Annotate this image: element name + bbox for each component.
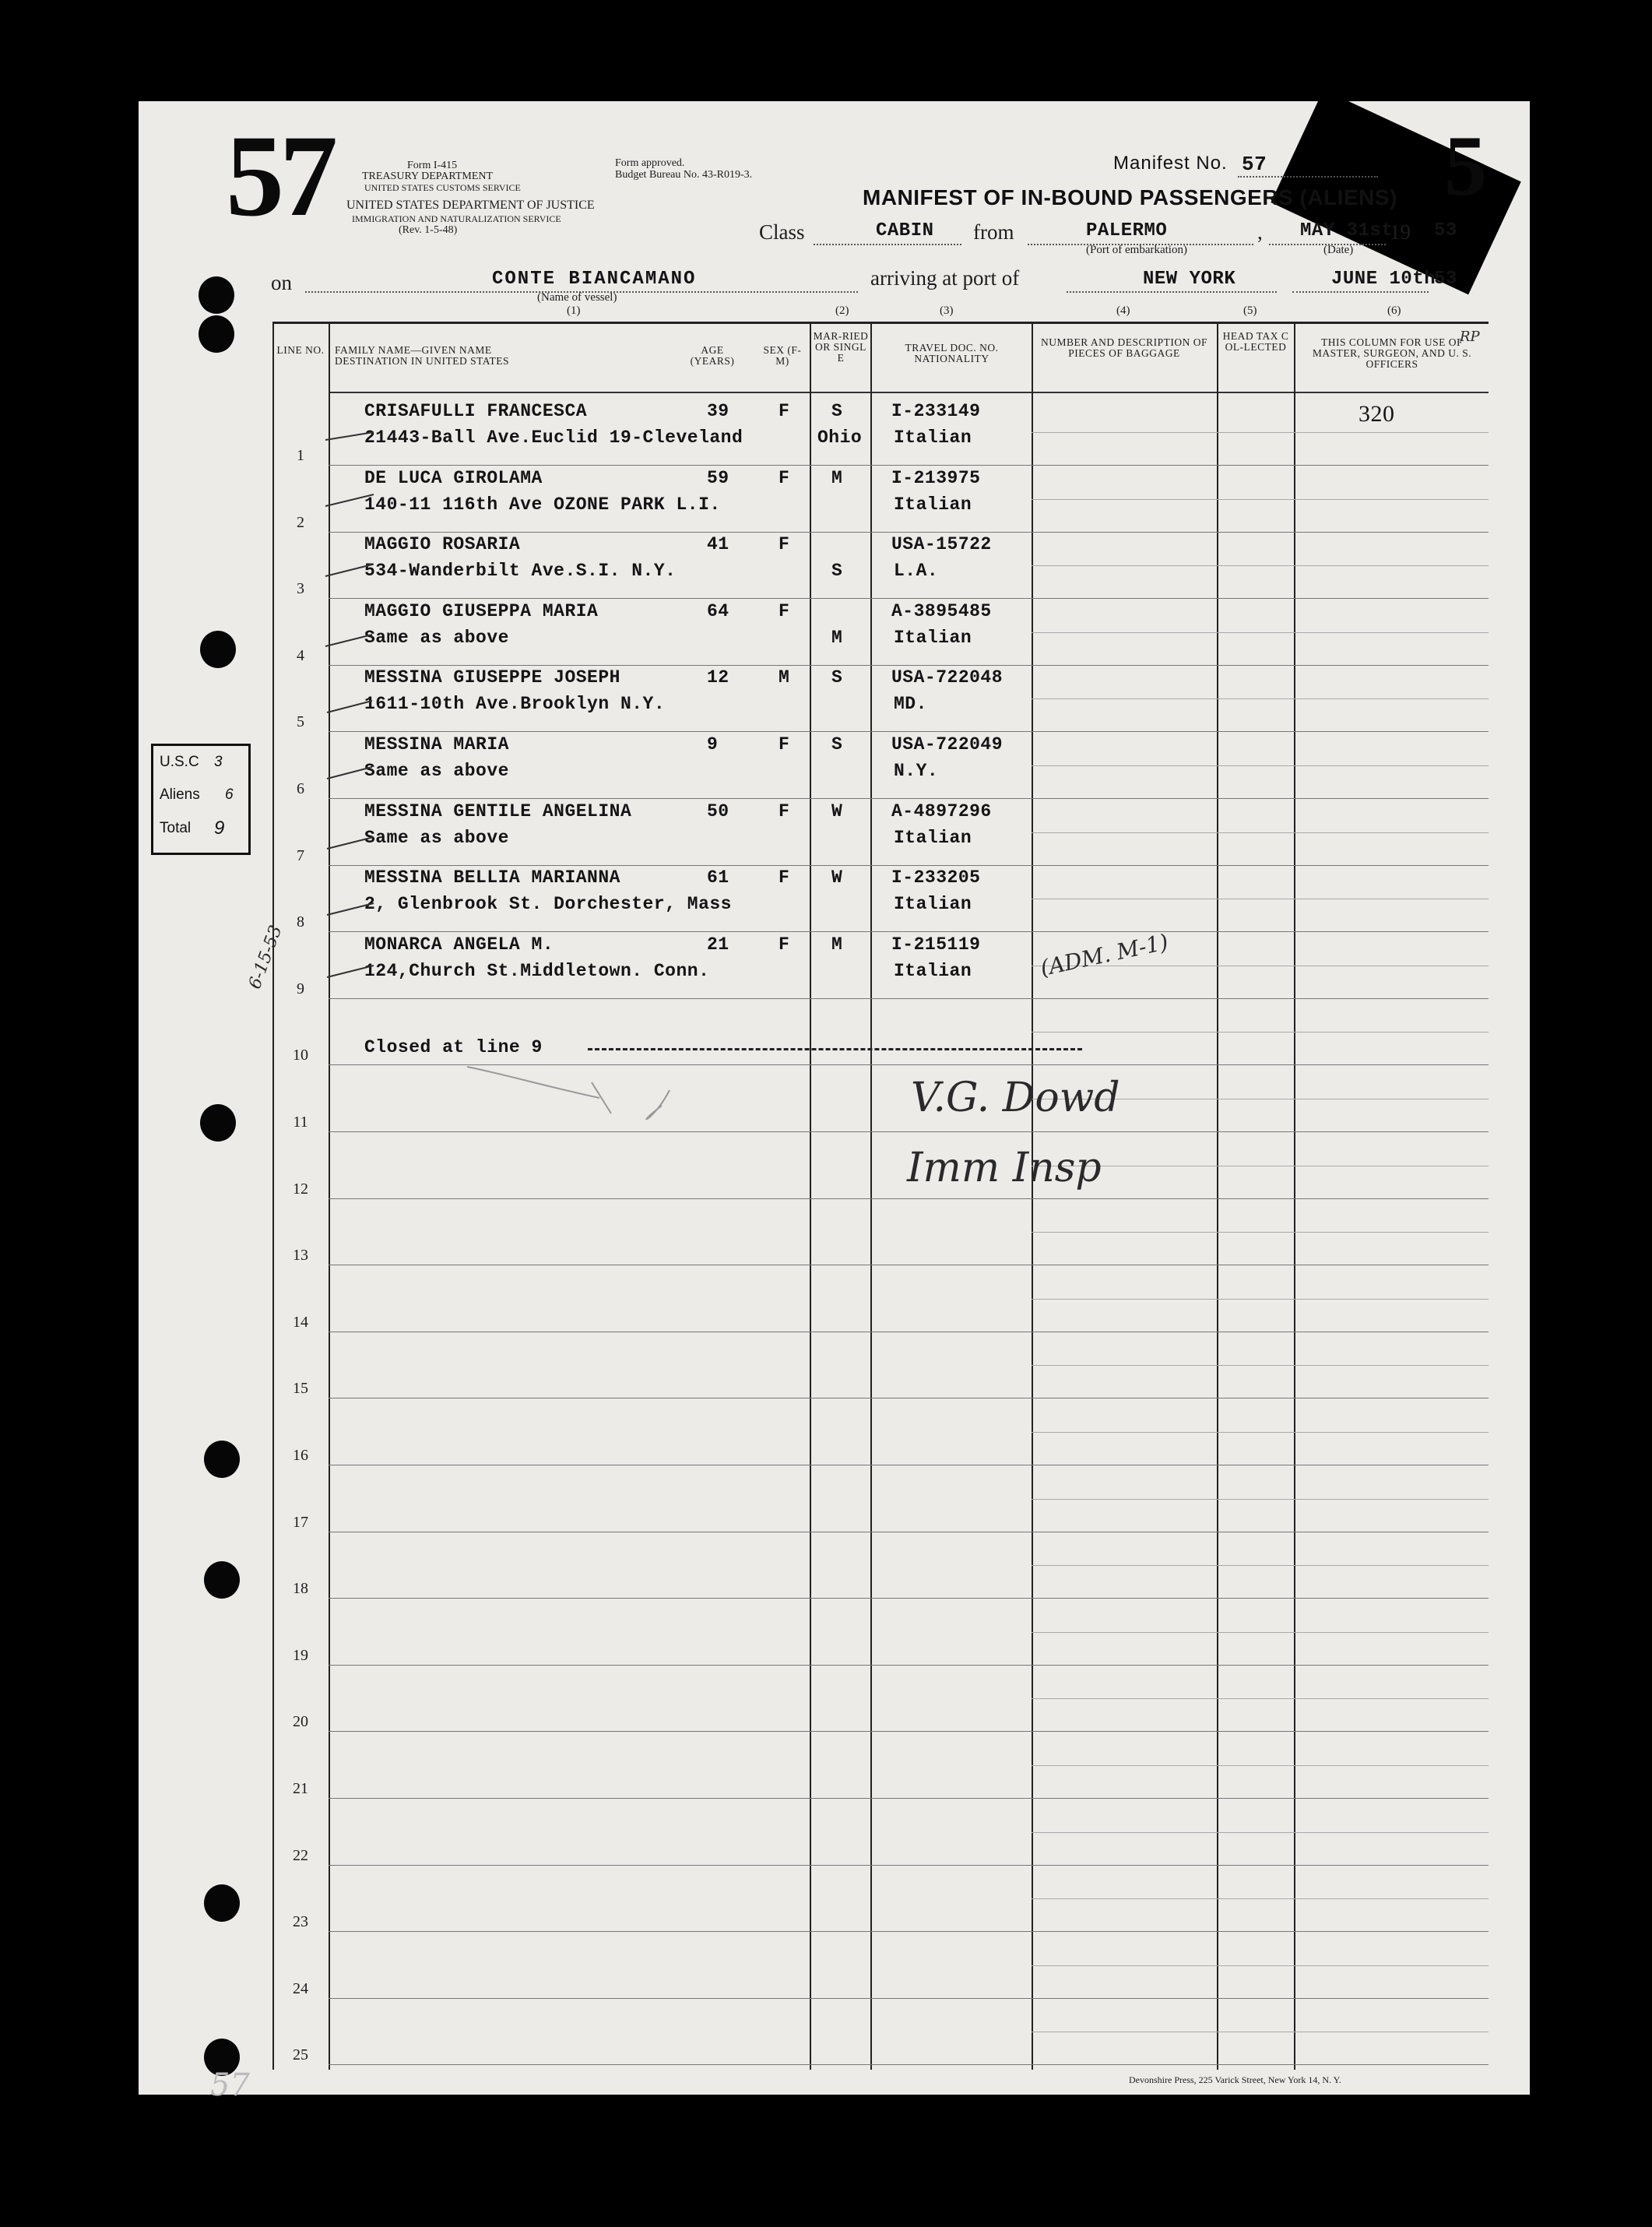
col-header-sex: SEX (F-M) <box>763 344 802 367</box>
arrival-date: JUNE 10th <box>1331 269 1436 290</box>
margin-date-note: 6-15-53 <box>245 923 286 992</box>
passenger-travel-doc: A-3895485 <box>891 601 992 621</box>
passenger-nationality: Italian <box>894 427 972 448</box>
passenger-sex: M <box>779 667 790 688</box>
line-number: 2 <box>297 514 304 531</box>
row-rule <box>329 2064 1489 2065</box>
passenger-state: Ohio <box>817 427 863 448</box>
stamp-aliens-value: 6 <box>225 786 234 803</box>
passenger-destination: 124,Church St.Middletown. Conn. <box>364 961 710 981</box>
passenger-name: MESSINA GIUSEPPE JOSEPH <box>364 667 620 688</box>
passenger-travel-doc: I-213975 <box>891 468 981 488</box>
col-header-travel: TRAVEL DOC. NO. NATIONALITY <box>905 342 999 364</box>
passenger-name: CRISAFULLI FRANCESCA <box>364 401 588 421</box>
stamp-total-value: 9 <box>214 818 225 839</box>
passenger-sex: F <box>779 468 790 488</box>
date-caption: (Date) <box>1323 244 1354 256</box>
passenger-marital-status: S <box>831 667 843 688</box>
row-subrule <box>1032 765 1489 766</box>
baggage-adm-note: (ADM. M-1) <box>1038 929 1171 981</box>
passenger-name: MAGGIO GIUSEPPA MARIA <box>364 601 599 621</box>
line-number: 5 <box>297 713 304 730</box>
passenger-marital-status: W <box>831 867 843 888</box>
row-rule <box>329 1198 1489 1199</box>
passenger-age: 41 <box>707 534 729 554</box>
arriving-label: arriving at port of <box>870 266 1020 290</box>
row-rule <box>329 798 1489 799</box>
col-rule-travel <box>870 322 872 2070</box>
passenger-travel-doc: A-4897296 <box>891 801 992 821</box>
dept-treasury: TREASURY DEPARTMENT <box>362 171 494 182</box>
passenger-nationality: Italian <box>894 494 972 515</box>
row-subrule <box>1032 1698 1489 1699</box>
passenger-destination: 21443-Ball Ave.Euclid 19-Cleveland <box>364 427 743 448</box>
passenger-age: 39 <box>707 401 729 421</box>
form-approved: Form approved. <box>615 157 685 169</box>
line-number: 23 <box>293 1913 308 1930</box>
row-subrule <box>1032 1232 1489 1233</box>
row-subrule <box>1032 1832 1489 1833</box>
row-rule <box>329 865 1489 866</box>
col-header-officers: THIS COLUMN FOR USE OF MASTER, SURGEON, AND U. S. OFFICERS <box>1312 336 1472 370</box>
punch-hole <box>200 631 236 668</box>
passenger-marital-status: S <box>831 561 843 581</box>
margin-bottom-number: 57 <box>210 2067 250 2103</box>
arrival-underline <box>1292 291 1429 293</box>
row-subrule <box>1032 1365 1489 1366</box>
passenger-marital-status: W <box>831 801 843 821</box>
col-header-name: FAMILY NAME—GIVEN NAME DESTINATION IN UNITED STATES <box>335 344 510 367</box>
comma: , <box>1257 220 1263 244</box>
passenger-sex: F <box>779 934 790 955</box>
table-top-border <box>272 322 1489 324</box>
line-number: 17 <box>293 1514 308 1531</box>
arrival-year: 53 <box>1434 269 1457 290</box>
table-left-border <box>272 322 274 2070</box>
line-number: 11 <box>293 1114 308 1131</box>
col-num-5: (5) <box>1243 304 1257 317</box>
passenger-marital-status: M <box>831 628 843 648</box>
inspector-signature: V.G. Dowd <box>911 1075 1120 1121</box>
row-rule <box>329 1998 1489 1999</box>
line-number: 10 <box>293 1047 308 1064</box>
line-number: 1 <box>297 447 304 464</box>
budget-bureau: Budget Bureau No. 43-R019-3. <box>615 169 753 181</box>
stamp-usc-label: U.S.C <box>160 754 199 770</box>
row-rule <box>329 1665 1489 1666</box>
line-number: 7 <box>297 847 304 864</box>
row-rule <box>329 665 1489 666</box>
col-header-married: MAR-RIED OR SINGLE <box>813 330 869 364</box>
col-num-3: (3) <box>940 304 954 317</box>
col-header-age: AGE (YEARS) <box>690 344 735 367</box>
port-caption: (Port of embarkation) <box>1086 244 1187 256</box>
arrival-port: NEW YORK <box>1143 269 1236 290</box>
passenger-destination: Same as above <box>364 628 509 648</box>
header-bottom-rule <box>329 392 1489 393</box>
line-number: 14 <box>293 1314 308 1331</box>
stamp-usc-value: 3 <box>214 754 223 770</box>
row-rule <box>329 1131 1489 1132</box>
passenger-travel-doc: I-233149 <box>891 401 981 421</box>
class-label: Class <box>759 220 805 244</box>
on-label: on <box>271 271 292 294</box>
row-rule <box>329 1731 1489 1732</box>
row-rule <box>329 598 1489 599</box>
passenger-name: MESSINA BELLIA MARIANNA <box>364 867 620 888</box>
passenger-nationality: Italian <box>894 961 972 981</box>
page-number-stamp: 57 <box>226 111 333 241</box>
col-header-line: LINE NO. <box>276 344 325 356</box>
class-value: CABIN <box>876 220 934 241</box>
line-number: 21 <box>293 1780 308 1797</box>
passenger-age: 12 <box>707 667 729 688</box>
col-rule-name <box>329 322 330 2070</box>
class-underline <box>814 244 961 245</box>
line-number: 12 <box>293 1180 308 1198</box>
row-subrule <box>1032 1632 1489 1633</box>
col-rule-headtax <box>1217 322 1218 2070</box>
col-num-2: (2) <box>835 304 849 317</box>
passenger-name: MESSINA GENTILE ANGELINA <box>364 801 632 821</box>
line-number: 16 <box>293 1447 308 1464</box>
passenger-travel-doc: USA-15722 <box>891 534 992 554</box>
manifest-page <box>139 101 1530 2095</box>
row-subrule <box>1032 632 1489 633</box>
row-rule <box>329 1598 1489 1599</box>
passenger-marital-status: M <box>831 934 843 955</box>
line-number: 24 <box>293 1980 308 1997</box>
row-subrule <box>1032 698 1489 699</box>
passenger-sex: F <box>779 734 790 755</box>
line-number: 20 <box>293 1713 308 1730</box>
manifest-label: Manifest No. <box>1113 153 1228 174</box>
port-underline <box>1067 291 1277 293</box>
row-subrule <box>1032 1432 1489 1433</box>
line-number: 13 <box>293 1247 308 1264</box>
passenger-nationality: Italian <box>894 828 972 848</box>
passenger-sex: F <box>779 401 790 421</box>
passenger-age: 61 <box>707 867 729 888</box>
passenger-name: MESSINA MARIA <box>364 734 509 755</box>
stamp-aliens-label: Aliens <box>160 786 200 803</box>
passenger-nationality: L.A. <box>894 561 939 581</box>
row-rule <box>329 1798 1489 1799</box>
row-subrule <box>1032 1898 1489 1899</box>
row-subrule <box>1032 832 1489 833</box>
manifest-underline <box>1238 176 1378 178</box>
passenger-sex: F <box>779 601 790 621</box>
passenger-destination: 534-Wanderbilt Ave.S.I. N.Y. <box>364 561 677 581</box>
immigration-service: IMMIGRATION AND NATURALIZATION SERVICE <box>352 213 561 224</box>
vessel-caption: (Name of vessel) <box>537 291 617 304</box>
row-subrule <box>1032 1565 1489 1566</box>
from-value: PALERMO <box>1086 220 1168 241</box>
passenger-age: 9 <box>707 734 719 755</box>
passenger-travel-doc: USA-722048 <box>891 667 1004 688</box>
passenger-nationality: N.Y. <box>894 761 939 781</box>
passenger-sex: F <box>779 534 790 554</box>
col-num-6: (6) <box>1387 304 1401 317</box>
passenger-travel-doc: I-215119 <box>891 934 981 955</box>
row-subrule <box>1032 1499 1489 1500</box>
line-number: 4 <box>297 647 304 664</box>
line-number: 22 <box>293 1847 308 1864</box>
line-number: 18 <box>293 1580 308 1597</box>
col-rule-baggage <box>1032 322 1033 2070</box>
col-header-baggage: NUMBER AND DESCRIPTION OF PIECES OF BAGGAGE <box>1041 336 1207 359</box>
passenger-nationality: MD. <box>894 694 927 714</box>
col-rule-officers <box>1294 322 1295 2070</box>
passenger-destination: 140-11 116th Ave OZONE PARK L.I. <box>364 494 721 515</box>
passenger-destination: 2, Glenbrook St. Dorchester, Mass <box>364 894 732 914</box>
passenger-age: 64 <box>707 601 729 621</box>
passenger-destination: Same as above <box>364 828 509 848</box>
stamp-total-label: Total <box>160 820 192 836</box>
line-number: 6 <box>297 780 304 797</box>
line-number: 15 <box>293 1380 308 1397</box>
closed-dashes <box>588 1048 1082 1050</box>
row-rule <box>329 1064 1489 1065</box>
passenger-marital-status: S <box>831 734 843 755</box>
passenger-name: MONARCA ANGELA M. <box>364 934 554 955</box>
page-number-stamp-partial: 5 <box>1444 118 1482 213</box>
row-rule <box>329 931 1489 932</box>
row-rule <box>329 465 1489 466</box>
punch-hole <box>199 276 234 314</box>
row-subrule <box>1032 1299 1489 1300</box>
punch-hole <box>204 1884 240 1922</box>
row-rule <box>329 998 1489 999</box>
row-rule <box>329 1865 1489 1866</box>
passenger-name: DE LUCA GIROLAMA <box>364 468 543 488</box>
year-value: 53 <box>1434 220 1457 241</box>
punch-hole <box>200 1104 236 1142</box>
col-rule-married <box>810 322 811 2070</box>
customs-service: UNITED STATES CUSTOMS SERVICE <box>364 182 521 193</box>
form-number: Form I-415 <box>407 160 458 171</box>
passenger-age: 50 <box>707 801 729 821</box>
from-label: from <box>973 220 1014 244</box>
punch-hole <box>204 1441 240 1478</box>
manifest-number: 57 <box>1242 153 1267 176</box>
passenger-travel-doc: USA-722049 <box>891 734 1004 755</box>
passenger-nationality: Italian <box>894 628 972 648</box>
closed-text: Closed at line 9 <box>364 1037 543 1057</box>
row-subrule <box>1032 499 1489 500</box>
col-header-headtax: HEAD TAX COL-LECTED <box>1222 330 1289 353</box>
passenger-destination: Same as above <box>364 761 509 781</box>
row-subrule <box>1032 565 1489 566</box>
revision: (Rev. 1-5-48) <box>399 224 458 236</box>
row-subrule <box>1032 432 1489 433</box>
passenger-destination: 1611-10th Ave.Brooklyn N.Y. <box>364 694 666 714</box>
passenger-sex: F <box>779 867 790 888</box>
col-num-4: (4) <box>1116 304 1130 317</box>
passenger-marital-status: M <box>831 468 843 488</box>
row-rule <box>329 731 1489 732</box>
passenger-sex: F <box>779 801 790 821</box>
row-subrule <box>1032 1765 1489 1766</box>
vessel-name: CONTE BIANCAMANO <box>492 269 697 290</box>
row-subrule <box>1032 1032 1489 1033</box>
doc-suffix: RP <box>1460 329 1480 345</box>
year-prefix: 19 <box>1390 220 1411 244</box>
passenger-age: 21 <box>707 934 729 955</box>
row-rule <box>329 532 1489 533</box>
punch-hole <box>199 315 234 353</box>
row-subrule <box>1032 1965 1489 1966</box>
printer-imprint: Devonshire Press, 225 Varick Street, New York 14, N. Y. <box>1129 2074 1341 2085</box>
count-stamp <box>151 744 251 855</box>
vessel-col-num: (1) <box>567 304 581 317</box>
dept-justice: UNITED STATES DEPARTMENT OF JUSTICE <box>346 199 595 212</box>
manifest-title: MANIFEST OF IN-BOUND PASSENGERS (ALIENS) <box>863 185 1397 209</box>
passenger-marital-status: S <box>831 401 843 421</box>
inspector-title: Imm Insp <box>907 1145 1102 1191</box>
line-number: 9 <box>297 980 304 997</box>
punch-hole <box>204 1561 240 1599</box>
line-number: 19 <box>293 1647 308 1664</box>
passenger-age: 59 <box>707 468 729 488</box>
line-number: 25 <box>293 2046 308 2063</box>
row-rule <box>329 1931 1489 1932</box>
date-value: MAY 31st <box>1300 220 1394 241</box>
passenger-nationality: Italian <box>894 894 972 914</box>
officer-note: 320 <box>1359 401 1395 427</box>
line-number: 3 <box>297 580 304 597</box>
line-number: 8 <box>297 913 304 931</box>
passenger-travel-doc: I-233205 <box>891 867 981 888</box>
passenger-name: MAGGIO ROSARIA <box>364 534 521 554</box>
